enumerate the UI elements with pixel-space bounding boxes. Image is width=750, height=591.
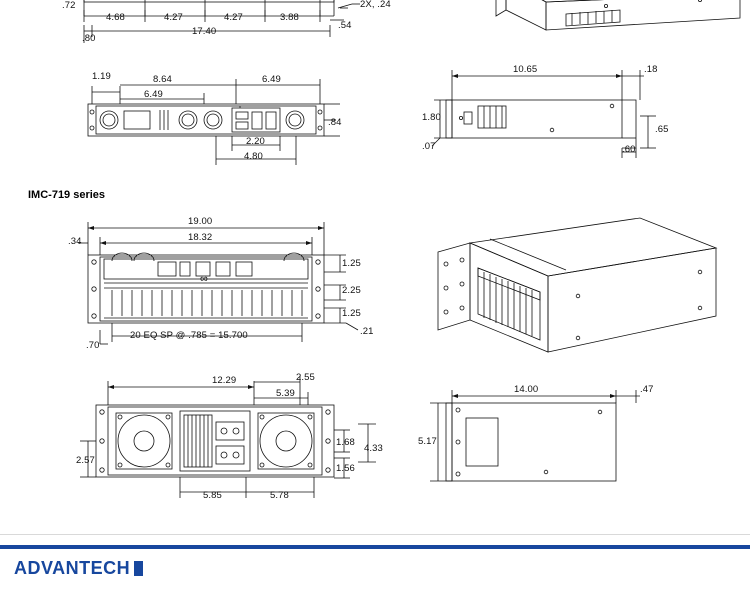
dim-front2-d4: 2.57: [76, 455, 95, 466]
dim-front2-d2: 2.55: [296, 372, 315, 383]
brand-name: ADVANTECH: [14, 557, 131, 578]
dim-top1-d5: 3.88: [280, 12, 299, 23]
dim-side2-d3: 5.17: [418, 436, 437, 447]
top-view-1-geometry: [84, 0, 360, 43]
dim-top1-d2: 4.68: [106, 12, 125, 23]
dim-front2-d8: 5.85: [203, 490, 222, 501]
dim-side1-d2: .18: [644, 64, 658, 75]
dim-front1-d4: 6.49: [144, 89, 163, 100]
iso-view-1-geometry: [496, 0, 740, 30]
dim-front1-d3: 6.49: [262, 74, 281, 85]
dim-top1-d3: 4.27: [164, 12, 183, 23]
dim-side2-d2: .47: [640, 384, 654, 395]
dim-side2-d1: 14.00: [514, 384, 539, 395]
dim-front1-d2: 8.64: [153, 74, 172, 85]
front-view-2-geometry: [80, 376, 376, 498]
dim-front1-d6: 2.20: [246, 136, 265, 147]
dim-top1-d7: .80: [82, 33, 96, 44]
dim-front1-d7: 4.80: [244, 151, 263, 162]
dim-front2-d6: 4.33: [364, 443, 383, 454]
side-view-2-geometry: [430, 390, 640, 481]
dim-front1-d5: .84: [328, 117, 342, 128]
dim-top2-d1: 19.00: [188, 216, 213, 227]
dim-side1-d3: 1.80: [422, 112, 441, 123]
dim-top2-d10: ∞: [200, 273, 208, 285]
dim-top1-d1: .72: [62, 0, 76, 11]
dim-top2-d4: 1.25: [342, 258, 361, 269]
dim-front2-d9: 5.78: [270, 490, 289, 501]
dim-top2-d6: 1.25: [342, 308, 361, 319]
dim-top2-d8: .70: [86, 340, 100, 351]
section-title-imc719: IMC-719 series: [28, 189, 106, 201]
dim-top2-d2: 18.32: [188, 232, 213, 243]
dim-top2-d7: .21: [360, 326, 374, 337]
advantech-logo: [14, 557, 143, 579]
dim-front2-d3: 5.39: [276, 388, 295, 399]
dim-side1-d5: .65: [655, 124, 669, 135]
dim-side1-d1: 10.65: [513, 64, 538, 75]
dim-top1-d8: 17.40: [192, 26, 217, 37]
logo-square-icon: [134, 561, 143, 576]
footer-divider: [0, 534, 750, 535]
dim-top1-d9: .54: [338, 20, 352, 31]
page-footer: [0, 545, 750, 591]
dim-side1-d4: .07: [422, 141, 436, 152]
dim-front2-d1: 12.29: [212, 375, 237, 386]
iso-view-2-geometry: [438, 218, 716, 352]
dim-front1-d1: 1.19: [92, 71, 111, 82]
dim-top1-d4: 4.27: [224, 12, 243, 23]
dim-top1-d6: 2X, .24: [360, 0, 391, 10]
front-view-1-geometry: [88, 79, 340, 165]
dim-top2-d9: 20 EQ SP @ .785 = 15.700: [130, 330, 248, 341]
dim-top2-d3: .34: [68, 236, 82, 247]
dim-front2-d7: 1.56: [336, 463, 355, 474]
dim-front2-d5: 1.68: [336, 437, 355, 448]
top-view-2-geometry: [78, 222, 358, 344]
dim-top2-d5: 2.25: [342, 285, 361, 296]
dim-side1-d6: .60: [622, 144, 636, 155]
footer-accent-bar: [0, 545, 750, 549]
